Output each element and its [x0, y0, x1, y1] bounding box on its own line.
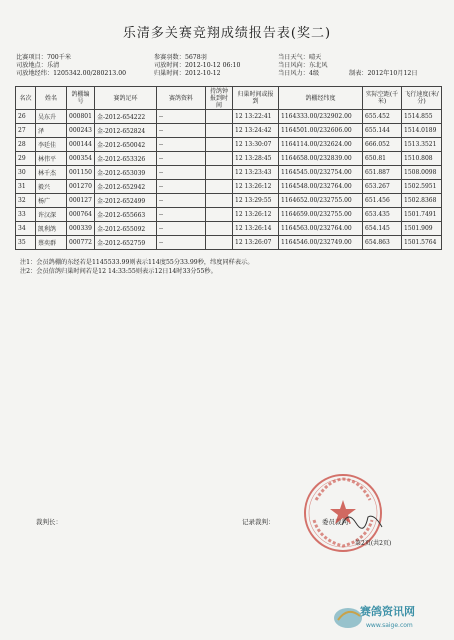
- note-2: 注2：会员信鸽归巢时间若是12 14:33:55则表示12日14时33分55秒。: [20, 267, 217, 275]
- meta-value: 晴天: [308, 54, 322, 61]
- cell-loft-id: 000243: [67, 124, 95, 138]
- cell-clock-time: 12 13:26:12: [233, 208, 279, 222]
- cell-distance: 654.863: [363, 236, 402, 250]
- table-body: [16, 110, 442, 250]
- cell-ring: 金-2012-654222: [95, 110, 157, 124]
- col-header-speed: 飞行速度(米/分): [402, 87, 442, 110]
- col-header-rank: 名次: [16, 87, 36, 110]
- cell-loft-coords: 1164659.00/232755.00: [279, 208, 363, 222]
- meta-item-entries: [154, 54, 278, 62]
- cell-distance: 654.145: [363, 222, 402, 236]
- table-row: [16, 194, 442, 208]
- cell-loft-coords: 1164501.00/232606.00: [279, 124, 363, 138]
- table-row: [16, 152, 442, 166]
- cell-rank: 30: [16, 166, 36, 180]
- meta-value: 乐清: [46, 62, 60, 70]
- cell-clock-time: [206, 110, 233, 124]
- cell-speed: 1514.0189: [402, 124, 442, 138]
- cell-loft-coords: 1164658.00/232839.00: [279, 152, 363, 166]
- cell-ring: 金-2012-652942: [95, 180, 157, 194]
- cell-loft-coords: 1164545.00/232754.00: [279, 166, 363, 180]
- cell-loft-id: 000144: [67, 138, 95, 152]
- cell-distance: 655.452: [363, 110, 402, 124]
- cell-ring: 金-2012-652759: [95, 236, 157, 250]
- cell-pigeon-info: --: [157, 180, 206, 194]
- cell-distance: 651.887: [363, 166, 402, 180]
- notes: [20, 259, 440, 276]
- cell-speed: 1513.3521: [402, 138, 442, 152]
- document-title: 乐清多关赛竞翔成绩报告表(奖二): [122, 26, 332, 41]
- meta-value: 5678羽: [184, 54, 207, 61]
- meta-item-release-coords: [16, 70, 154, 78]
- col-header-ring: 赛鸽足环: [95, 87, 157, 110]
- cell-clock-time: [206, 194, 233, 208]
- cell-distance: 651.456: [363, 194, 402, 208]
- meta-label: 司放时间：: [154, 62, 185, 70]
- cell-name: 泽: [36, 124, 67, 138]
- cell-loft-id: 000772: [67, 236, 95, 250]
- cell-rank: 28: [16, 138, 36, 152]
- cell-clock-time: 12 13:26:07: [233, 236, 279, 250]
- meta-item-wind-force: [278, 70, 446, 78]
- meta-value: 700千米: [46, 54, 72, 61]
- cell-pigeon-info: --: [157, 166, 206, 180]
- watermark-url: www.saige.com: [366, 622, 413, 629]
- meta-label: 归巢时间：: [154, 70, 185, 78]
- cell-ring: 金-2012-652824: [95, 124, 157, 138]
- cell-ring: 金-2012-655092: [95, 222, 157, 236]
- table-row: [16, 166, 442, 180]
- cell-rank: 31: [16, 180, 36, 194]
- table-row: [16, 222, 442, 236]
- made-date: 2012年10月12日: [367, 70, 418, 78]
- cell-distance: 653.435: [363, 208, 402, 222]
- cell-name: 蔡奕群: [36, 236, 67, 250]
- cell-loft-coords: 1164652.00/232755.00: [279, 194, 363, 208]
- meta-label: 当日风力：: [278, 70, 309, 78]
- cell-name: 许汉深: [36, 208, 67, 222]
- cell-name: 林千杰: [36, 166, 67, 180]
- cell-clock-time: 12 13:30:07: [233, 138, 279, 152]
- meta-row: [16, 70, 446, 78]
- meta-label: 比赛项目：: [16, 54, 47, 61]
- cell-speed: 1508.0098: [402, 166, 442, 180]
- meta-label: 司放地点：: [16, 62, 47, 70]
- cell-pigeon-info: --: [157, 222, 206, 236]
- col-header-loft-coords: 鸽棚经纬度: [279, 87, 363, 110]
- committee-signature-label: 委员裁判：: [322, 518, 355, 526]
- cell-ring: 金-2012-653326: [95, 152, 157, 166]
- cell-loft-id: 001150: [67, 166, 95, 180]
- cell-clock-time: 12 13:23:43: [233, 166, 279, 180]
- meta-label: 当日天气：: [278, 54, 309, 61]
- cell-pigeon-info: --: [157, 152, 206, 166]
- cell-clock-time: 12 13:29:55: [233, 194, 279, 208]
- meta-item-return-time: [154, 70, 278, 78]
- cell-loft-id: 000354: [67, 152, 95, 166]
- cell-pigeon-info: --: [157, 208, 206, 222]
- cell-speed: 1502.8368: [402, 194, 442, 208]
- note-1: 注1：会员鸽棚的东经若是1145533.99则表示114度55分33.99秒，纬度同样表示。: [20, 259, 254, 266]
- cell-clock-time: [206, 124, 233, 138]
- made-by-label: 制表：: [348, 70, 368, 78]
- cell-loft-coords: 1164546.00/232749.00: [279, 236, 363, 250]
- cell-name: 林伟平: [36, 152, 67, 166]
- meta-row: [16, 54, 446, 62]
- cell-rank: 27: [16, 124, 36, 138]
- cell-clock-time: [206, 222, 233, 236]
- cell-loft-id: 001270: [67, 180, 95, 194]
- meta-value: 1205342.00/280213.00: [53, 70, 127, 78]
- meta-label: 参赛羽数：: [154, 54, 185, 61]
- cell-clock-time: 12 13:24:42: [233, 124, 279, 138]
- cell-loft-coords: 1164333.00/232902.00: [279, 110, 363, 124]
- meta-value: 2012-10-12: [184, 70, 221, 78]
- meta-value: 4级: [308, 70, 320, 78]
- cell-name: 凯利鸽: [36, 222, 67, 236]
- table-row: [16, 180, 442, 194]
- cell-distance: 655.144: [363, 124, 402, 138]
- cell-clock-time: [206, 236, 233, 250]
- cell-clock-time: 12 13:22:41: [233, 110, 279, 124]
- col-header-pigeon-info: 赛鸽资料: [157, 87, 206, 110]
- table-row: [16, 110, 442, 124]
- cell-clock-time: [206, 152, 233, 166]
- watermark-text: 赛鸽资讯网: [360, 605, 415, 618]
- cell-loft-coords: 1164114.00/232624.00: [279, 138, 363, 152]
- col-header-distance: 实际空距(千米): [363, 87, 402, 110]
- referee-signature-label: 裁判长：: [36, 518, 62, 526]
- cell-clock-time: 12 13:26:14: [233, 222, 279, 236]
- table-row: [16, 208, 442, 222]
- cell-clock-time: 12 13:26:12: [233, 180, 279, 194]
- table-row: [16, 124, 442, 138]
- cell-rank: 29: [16, 152, 36, 166]
- cell-rank: 26: [16, 110, 36, 124]
- cell-ring: 金-2012-653039: [95, 166, 157, 180]
- cell-speed: 1502.5951: [402, 180, 442, 194]
- meta-label: 司放地经纬：: [16, 70, 54, 78]
- cell-loft-id: 000764: [67, 208, 95, 222]
- cell-ring: 金-2012-655663: [95, 208, 157, 222]
- cell-name: 吴东升: [36, 110, 67, 124]
- cell-ring: 金-2012-652499: [95, 194, 157, 208]
- cell-distance: 653.267: [363, 180, 402, 194]
- signature: [338, 505, 386, 535]
- cell-clock-time: [206, 166, 233, 180]
- race-meta: [16, 54, 446, 79]
- cell-loft-id: 000127: [67, 194, 95, 208]
- cell-ring: 金-2012-650042: [95, 138, 157, 152]
- col-header-name: 姓名: [36, 87, 67, 110]
- cell-pigeon-info: --: [157, 124, 206, 138]
- cell-pigeon-info: --: [157, 138, 206, 152]
- results-table: [15, 86, 442, 250]
- cell-speed: 1501.909: [402, 222, 442, 236]
- meta-label: 当日风向：: [278, 62, 309, 70]
- cell-rank: 33: [16, 208, 36, 222]
- cell-name: 杨广: [36, 194, 67, 208]
- col-header-clock-time: 持鸽钟报到时间: [206, 87, 233, 110]
- cell-distance: 666.052: [363, 138, 402, 152]
- cell-loft-id: 000339: [67, 222, 95, 236]
- meta-value: 东北风: [308, 62, 328, 70]
- cell-clock-time: [206, 138, 233, 152]
- cell-speed: 1501.5764: [402, 236, 442, 250]
- col-header-loft-id: 鸽棚编号: [67, 87, 95, 110]
- col-header-arrival-time: 归巢时间或报到: [233, 87, 279, 110]
- page-number: 第2页(共2页): [355, 540, 392, 547]
- cell-loft-id: 000801: [67, 110, 95, 124]
- cell-pigeon-info: --: [157, 110, 206, 124]
- cell-distance: 650.81: [363, 152, 402, 166]
- cell-rank: 34: [16, 222, 36, 236]
- cell-clock-time: [206, 180, 233, 194]
- cell-speed: 1510.808: [402, 152, 442, 166]
- cell-clock-time: 12 13:28:45: [233, 152, 279, 166]
- cell-speed: 1514.855: [402, 110, 442, 124]
- cell-speed: 1501.7491: [402, 208, 442, 222]
- cell-loft-coords: 1164548.00/232764.00: [279, 180, 363, 194]
- cell-pigeon-info: --: [157, 236, 206, 250]
- recorder-signature-label: 记录裁判：: [242, 518, 275, 526]
- meta-item-event: [16, 54, 154, 62]
- cell-loft-coords: 1164563.00/232764.00: [279, 222, 363, 236]
- cell-pigeon-info: --: [157, 194, 206, 208]
- cell-name: 李廷佳: [36, 138, 67, 152]
- table-row: [16, 138, 442, 152]
- cell-name: 毅兴: [36, 180, 67, 194]
- table-row: [16, 236, 442, 250]
- cell-rank: 32: [16, 194, 36, 208]
- meta-value: 2012-10-12 06:10: [184, 62, 241, 70]
- table-header-row: [16, 87, 442, 110]
- cell-clock-time: [206, 208, 233, 222]
- meta-item-weather: [278, 54, 446, 62]
- cell-rank: 35: [16, 236, 36, 250]
